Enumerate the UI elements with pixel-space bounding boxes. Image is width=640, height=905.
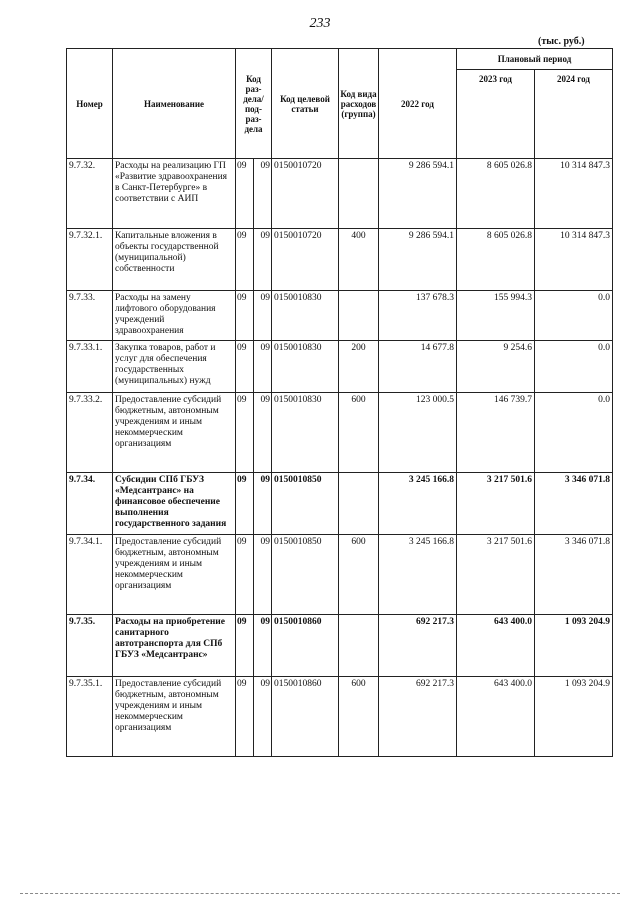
row-name: Расходы на замену лифтового оборудования учреждений здравоохранения (113, 291, 236, 341)
row-expense-type: 600 (339, 393, 379, 473)
row-razdel: 09 (236, 159, 254, 229)
row-razdel: 09 (236, 535, 254, 615)
page-number: 233 (309, 16, 331, 31)
row-amount-2024: 10 314 847.3 (535, 229, 613, 291)
row-amount-2023: 3 217 501.6 (457, 473, 535, 535)
row-number: 9.7.34.1. (67, 535, 113, 615)
row-expense-type (339, 473, 379, 535)
row-amount-2023: 643 400.0 (457, 615, 535, 677)
row-expense-type: 600 (339, 677, 379, 757)
row-podrazdel: 09 (254, 159, 272, 229)
row-amount-2024: 0.0 (535, 393, 613, 473)
header-year-2023: 2023 год (457, 70, 535, 159)
row-amount-2024: 0.0 (535, 291, 613, 341)
row-podrazdel: 09 (254, 535, 272, 615)
row-amount-2022: 3 245 166.8 (379, 535, 457, 615)
row-amount-2024: 10 314 847.3 (535, 159, 613, 229)
row-podrazdel: 09 (254, 341, 272, 393)
header-year-2022: 2022 год (379, 49, 457, 159)
table-row (67, 393, 613, 473)
row-amount-2023: 9 254.6 (457, 341, 535, 393)
row-podrazdel: 09 (254, 229, 272, 291)
header-row-1 (67, 49, 613, 70)
row-amount-2022: 692 217.3 (379, 615, 457, 677)
table-row (67, 535, 613, 615)
row-target-code: 0150010850 (272, 473, 339, 535)
row-podrazdel: 09 (254, 677, 272, 757)
row-amount-2023: 155 994.3 (457, 291, 535, 341)
table-row (67, 341, 613, 393)
row-amount-2024: 3 346 071.8 (535, 535, 613, 615)
header-target: Код целевой статьи (272, 49, 339, 159)
row-number: 9.7.33.2. (67, 393, 113, 473)
row-razdel: 09 (236, 229, 254, 291)
row-target-code: 0150010830 (272, 291, 339, 341)
row-target-code: 0150010860 (272, 677, 339, 757)
row-amount-2023: 146 739.7 (457, 393, 535, 473)
row-target-code: 0150010860 (272, 615, 339, 677)
row-target-code: 0150010720 (272, 159, 339, 229)
row-number: 9.7.35.1. (67, 677, 113, 757)
row-target-code: 0150010830 (272, 393, 339, 473)
row-number: 9.7.33.1. (67, 341, 113, 393)
row-target-code: 0150010720 (272, 229, 339, 291)
row-podrazdel: 09 (254, 291, 272, 341)
row-name: Расходы на реализацию ГП «Развитие здравоохранения в Санкт-Петербурге» в соответствии с АИП (113, 159, 236, 229)
row-amount-2023: 8 605 026.8 (457, 159, 535, 229)
row-number: 9.7.35. (67, 615, 113, 677)
row-name: Предоставление субсидий бюджетным, автономным учреждениям и иным некоммерческим организациям (113, 535, 236, 615)
row-amount-2024: 0.0 (535, 341, 613, 393)
row-amount-2023: 643 400.0 (457, 677, 535, 757)
row-razdel: 09 (236, 473, 254, 535)
row-number: 9.7.32.1. (67, 229, 113, 291)
row-name: Предоставление субсидий бюджетным, автономным учреждениям и иным некоммерческим организациям (113, 677, 236, 757)
row-podrazdel: 09 (254, 473, 272, 535)
table-row (67, 291, 613, 341)
row-amount-2022: 137 678.3 (379, 291, 457, 341)
row-number: 9.7.32. (67, 159, 113, 229)
header-planned-period: Плановый период (457, 49, 613, 70)
row-expense-type (339, 159, 379, 229)
scan-edge-line (20, 893, 620, 894)
row-amount-2022: 9 286 594.1 (379, 229, 457, 291)
row-number: 9.7.33. (67, 291, 113, 341)
table-row (67, 159, 613, 229)
header-name: Наименование (113, 49, 236, 159)
row-amount-2023: 3 217 501.6 (457, 535, 535, 615)
row-razdel: 09 (236, 393, 254, 473)
table-row (67, 615, 613, 677)
row-amount-2023: 8 605 026.8 (457, 229, 535, 291)
row-amount-2022: 9 286 594.1 (379, 159, 457, 229)
row-razdel: 09 (236, 615, 254, 677)
row-amount-2024: 3 346 071.8 (535, 473, 613, 535)
row-target-code: 0150010830 (272, 341, 339, 393)
units-label: (тыс. руб.) (538, 36, 585, 47)
table-row (67, 473, 613, 535)
row-amount-2024: 1 093 204.9 (535, 677, 613, 757)
row-expense-type: 200 (339, 341, 379, 393)
row-amount-2022: 692 217.3 (379, 677, 457, 757)
header-year-2024: 2024 год (535, 70, 613, 159)
row-amount-2022: 3 245 166.8 (379, 473, 457, 535)
row-name: Капитальные вложения в объекты государственной (муниципальной) собственности (113, 229, 236, 291)
row-name: Расходы на приобретение санитарного автотранспорта для СПб ГБУЗ «Медсантранс» (113, 615, 236, 677)
row-razdel: 09 (236, 341, 254, 393)
row-expense-type (339, 615, 379, 677)
row-name: Предоставление субсидий бюджетным, автономным учреждениям и иным некоммерческим организациям (113, 393, 236, 473)
row-name: Закупка товаров, работ и услуг для обеспечения государственных (муниципальных) нужд (113, 341, 236, 393)
row-amount-2024: 1 093 204.9 (535, 615, 613, 677)
table-row (67, 229, 613, 291)
row-amount-2022: 14 677.8 (379, 341, 457, 393)
budget-table (66, 48, 613, 757)
row-expense-type (339, 291, 379, 341)
row-expense-type: 400 (339, 229, 379, 291)
row-razdel: 09 (236, 677, 254, 757)
row-podrazdel: 09 (254, 393, 272, 473)
row-podrazdel: 09 (254, 615, 272, 677)
row-target-code: 0150010850 (272, 535, 339, 615)
header-section: Код раз-дела/ под-раз-дела (236, 49, 272, 159)
header-number: Номер (67, 49, 113, 159)
table-row (67, 677, 613, 757)
row-razdel: 09 (236, 291, 254, 341)
row-number: 9.7.34. (67, 473, 113, 535)
row-expense-type: 600 (339, 535, 379, 615)
header-expense-type: Код вида расходов (группа) (339, 49, 379, 159)
table-body (67, 159, 613, 757)
row-amount-2022: 123 000.5 (379, 393, 457, 473)
row-name: Субсидии СПб ГБУЗ «Медсантранс» на финансовое обеспечение выполнения государственного задания (113, 473, 236, 535)
